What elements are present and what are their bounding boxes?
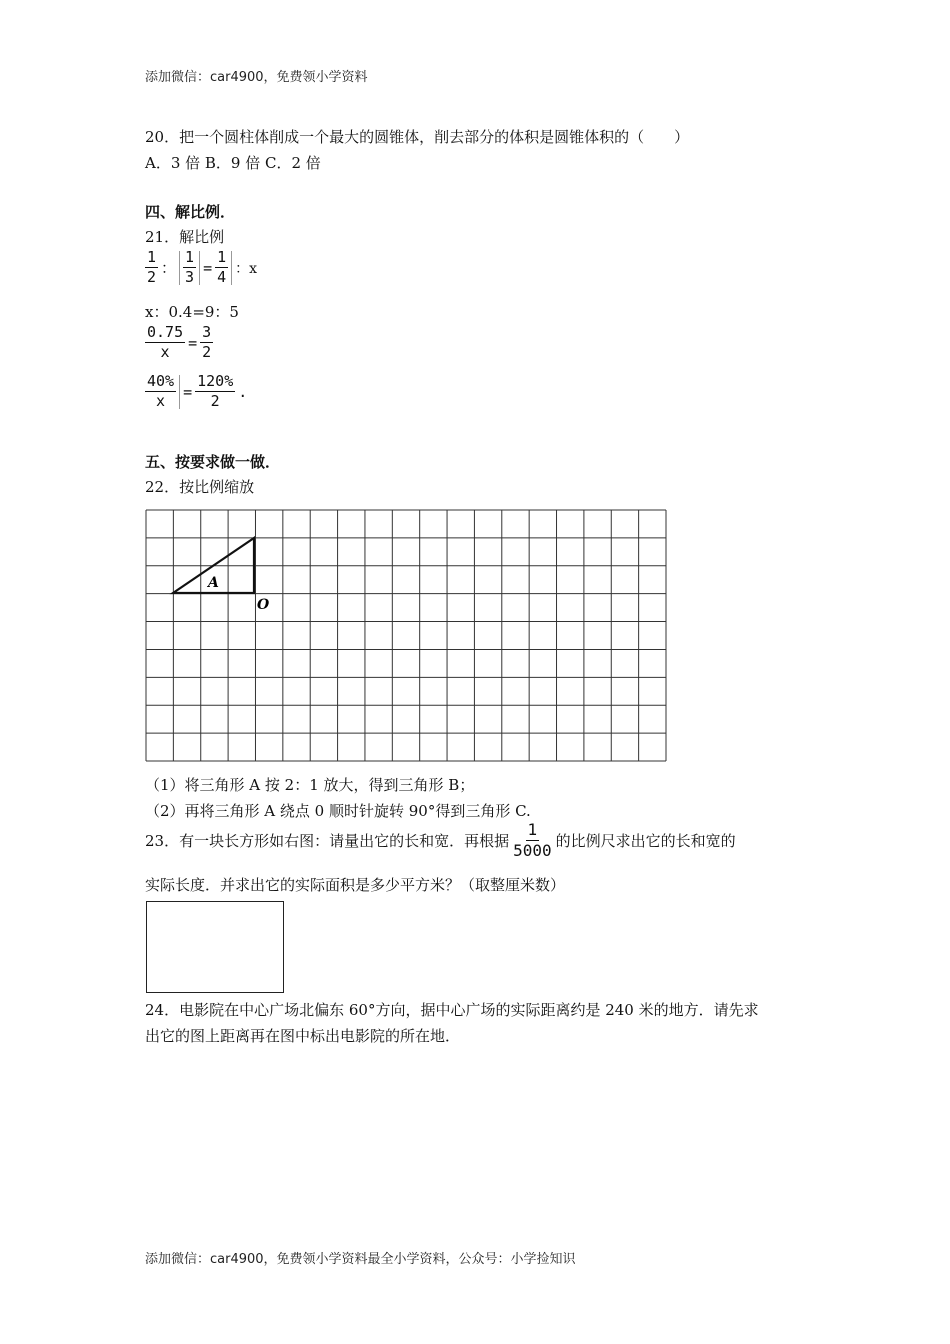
page-header: 添加微信：car4900，免费领小学资料 (145, 70, 368, 85)
q21-equation-3: $\frac{0.75}{x}$ = $\frac{3}{2}$ (147, 323, 212, 361)
fraction-quarter: $\frac{1}{4}$ (217, 248, 227, 286)
q22-part2: （2）再将三角形 A 绕点 0 顺时针旋转 90°得到三角形 C. (145, 802, 531, 820)
section4-title: 四、解比例． (145, 203, 236, 221)
rectangle-figure (146, 901, 284, 993)
page-footer: 添加微信：car4900，免费领小学资料最全小学资料，公众号：小学捡知识 (145, 1252, 576, 1267)
section5-title: 五、按要求做一做． (145, 453, 281, 471)
q23-line2: 实际长度．并求出它的实际面积是多少平方米？（取整厘米数） (145, 876, 566, 894)
fraction-half: $\frac{1}{2}$ (147, 248, 157, 286)
q21-equation-4: $\frac{40\%}{x}$ = $\frac{120\%}{2}$ . (147, 372, 248, 410)
q23-line1: 23．有一块长方形如右图：请量出它的长和宽．再根据 $\frac{1}{5000}$ 的比例尺求出它的长和宽的 (145, 820, 736, 860)
q24-line2: 出它的图上距离再在图中标出电影院的所在地． (145, 1027, 461, 1045)
fraction-third: $\frac{1}{3}$ (185, 248, 195, 286)
q21-equation-1: $\frac{1}{2}$ ： $\frac{1}{3}$ = $\frac{1}{4}$ ：x (147, 248, 258, 286)
q24-line1: 24．电影院在中心广场北偏东 60°方向，据中心广场的实际距离约是 240 米的地方．请先求 (145, 1001, 759, 1019)
q22-part1: （1）将三角形 A 按 2：1 放大，得到三角形 B； (145, 776, 475, 794)
triangle-a-label: A (208, 575, 219, 591)
q20-text: 20．把一个圆柱体削成一个最大的圆锥体，削去部分的体积是圆锥体积的（ ） (145, 128, 690, 146)
q20-options: A．3 倍 B．9 倍 C．2 倍 (145, 154, 321, 172)
q21-title: 21．解比例 (145, 228, 225, 246)
scaling-grid (145, 509, 667, 762)
point-o-label: O (257, 597, 270, 613)
q22-title: 22．按比例缩放 (145, 478, 255, 496)
q21-equation-2: x：0.4=9：5 (145, 303, 239, 321)
scale-fraction: $\frac{1}{5000}$ (513, 820, 552, 860)
